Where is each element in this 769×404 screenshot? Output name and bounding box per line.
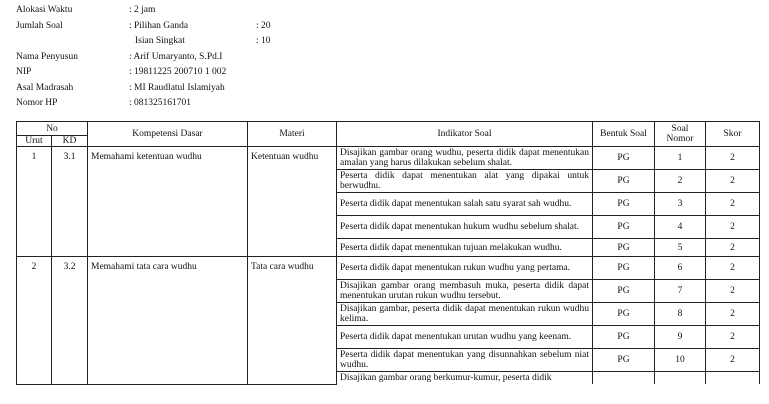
cell-materi: Ketentuan wudhu [248,147,337,257]
col-header-skor: Skor [706,122,760,147]
cell-indikator: Peserta didik dapat menentukan tujuan melakukan wudhu. [337,239,593,257]
cell-indikator: Peserta didik dapat menentukan rukun wudhu yang pertama. [337,257,593,280]
cell-materi: Tata cara wudhu [248,257,337,385]
cell-indikator: Disajikan gambar orang wudhu, peserta didik dapat menentukan amalan yang harus dilakukan sebelum shalat. [337,147,593,170]
info-value: : 2 jam [129,5,156,15]
info-label: Asal Madrasah [16,82,74,93]
col-header-nomor: Soal Nomor [655,122,706,147]
kisi-kisi-table [16,121,760,385]
cell-skor [706,372,760,385]
cell-skor: 2 [706,303,760,326]
col-header-indikator: Indikator Soal [337,122,593,147]
cell-bentuk: PG [593,257,655,280]
cell-bentuk: PG [593,239,655,257]
cell-skor: 2 [706,257,760,280]
info-value: : Pilihan Ganda [129,20,189,31]
cell-kompetensi: Memahami tata cara wudhu [88,257,248,385]
info-count: : 20 [256,20,271,31]
col-header-kd: KD [52,136,88,147]
cell-bentuk: PG [593,216,655,239]
cell-skor: 2 [706,326,760,349]
cell-bentuk [593,372,655,385]
info-value: : 081325161701 [129,98,192,108]
header-row [17,122,760,136]
cell-nomor: 2 [655,170,706,193]
cell-skor: 2 [706,349,760,372]
info-label: Nomor HP [16,98,58,108]
info-label: NIP [16,67,32,77]
cell-nomor: 5 [655,239,706,257]
col-header-urut: Urut [17,136,52,147]
cell-kd: 3.1 [52,147,88,257]
info-value: : MI Raudlatul Islamiyah [129,82,225,93]
cell-nomor: 3 [655,193,706,216]
info-value: Isian Singkat [135,36,185,46]
cell-nomor: 8 [655,303,706,326]
cell-skor: 2 [706,239,760,257]
cell-nomor: 9 [655,326,706,349]
cell-skor: 2 [706,216,760,239]
info-label: Jumlah Soal [16,20,63,31]
cell-nomor [655,372,706,385]
cell-indikator: Disajikan gambar, peserta didik dapat menentukan rukun wudhu kelima. [337,303,593,326]
cell-indikator: Peserta didik dapat menentukan hukum wudhu sebelum shalat. [337,216,593,239]
cell-indikator: Peserta didik dapat menentukan salah satu syarat sah wudhu. [337,193,593,216]
cell-indikator: Peserta didik dapat menentukan alat yang dipakai untuk berwudhu. [337,170,593,193]
cell-indikator: Peserta didik dapat menentukan yang disunnahkan sebelum niat wudhu. [337,349,593,372]
cell-kompetensi: Memahami ketentuan wudhu [88,147,248,257]
cell-skor: 2 [706,147,760,170]
col-header-kompetensi: Kompetensi Dasar [88,122,248,147]
cell-skor: 2 [706,280,760,303]
cell-urut: 2 [17,257,52,385]
cell-bentuk: PG [593,193,655,216]
info-label: Alokasi Waktu [16,5,73,15]
cell-skor: 2 [706,193,760,216]
info-value: : 19811225 200710 1 002 [129,67,227,77]
cell-skor: 2 [706,170,760,193]
cell-indikator: Peserta didik dapat menentukan urutan wudhu yang keenam. [337,326,593,349]
cell-indikator: Disajikan gambar orang berkumur-kumur, peserta didik [337,372,593,385]
info-value: : Arif Umaryanto, S.Pd.I [129,51,223,62]
info-label: Nama Penyusun [16,51,79,62]
table-row [17,147,760,170]
col-header-materi: Materi [248,122,337,147]
cell-bentuk: PG [593,170,655,193]
cell-nomor: 7 [655,280,706,303]
cell-bentuk: PG [593,147,655,170]
cell-kd: 3.2 [52,257,88,385]
cell-nomor: 4 [655,216,706,239]
cell-nomor: 6 [655,257,706,280]
table-row [17,257,760,280]
cell-bentuk: PG [593,280,655,303]
col-header-no: No [17,122,88,136]
info-count: : 10 [256,36,271,46]
col-header-bentuk: Bentuk Soal [593,122,655,147]
cell-nomor: 1 [655,147,706,170]
cell-urut: 1 [17,147,52,257]
cell-nomor: 10 [655,349,706,372]
cell-bentuk: PG [593,326,655,349]
cell-bentuk: PG [593,349,655,372]
cell-bentuk: PG [593,303,655,326]
cell-indikator: Disajikan gambar orang membasuh muka, peserta didik dapat menentukan urutan rukun wudhu tersebut. [337,280,593,303]
